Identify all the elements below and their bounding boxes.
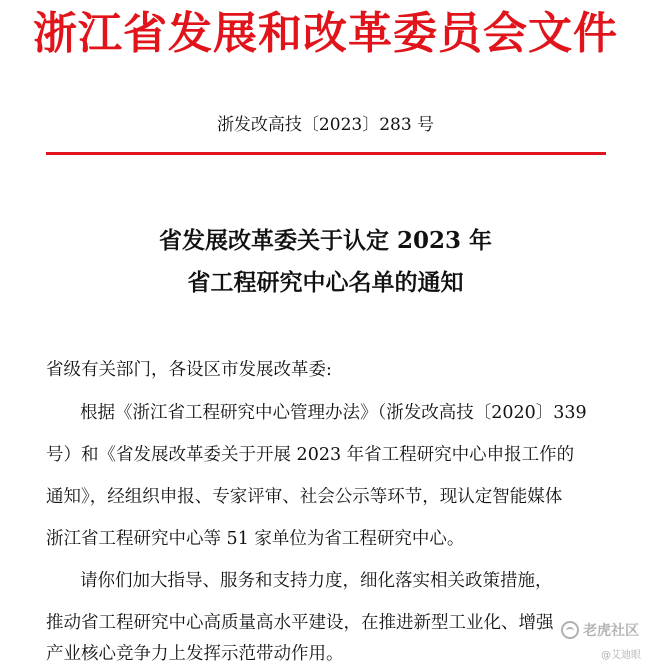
notice-title-line-1: 省发展改革委关于认定 2023 年 (158, 227, 493, 254)
watermark-author: @艾迪眼 (601, 650, 641, 661)
paragraph2-line-2: 推动省工程研究中心高质量高水平建设，在推进新型工业化、增强 (46, 613, 554, 633)
document-number: 浙发改高技〔2023〕283 号 (216, 115, 435, 135)
paragraph1-line-2: 号）和《省发展改革委关于开展 2023 年省工程研究中心申报工作的 (46, 445, 575, 465)
notice-title-line-2: 省工程研究中心名单的通知 (187, 269, 464, 296)
paragraph1-line-4: 浙江省工程研究中心等 51 家单位为省工程研究中心。 (46, 529, 465, 549)
watermark-site (561, 620, 639, 640)
paragraph2-line-1: 请你们加大指导、服务和支持力度，细化落实相关政策措施， (80, 571, 553, 591)
paragraph1-line-1: 根据《浙江省工程研究中心管理办法》（浙发改高技〔2020〕339 (80, 403, 587, 423)
watermark-site-label: 老虎社区 (583, 623, 639, 639)
document-header-title: 浙江省发展和改革委员会文件 (33, 8, 618, 59)
tiger-community-logo-icon (561, 621, 579, 639)
red-divider-line (46, 152, 606, 155)
paragraph2-line-3: 产业核心竞争力上发挥示范带动作用。 (46, 644, 344, 664)
paragraph1-line-3: 通知》，经组织申报、专家评审、社会公示等环节，现认定智能媒体 (46, 487, 563, 507)
salutation: 省级有关部门，各设区市发展改革委: (46, 360, 332, 380)
